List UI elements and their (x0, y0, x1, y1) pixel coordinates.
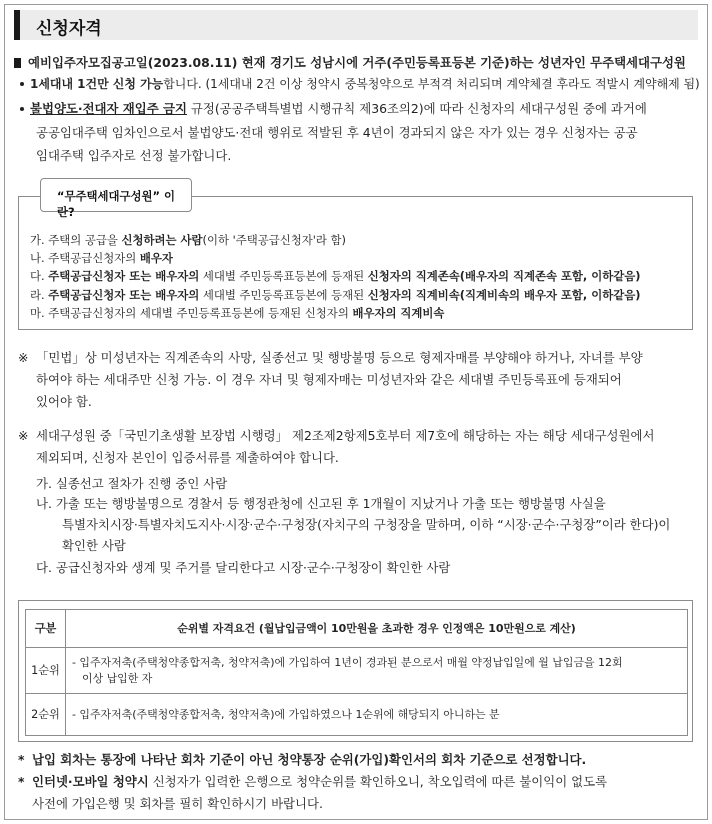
table-row (26, 648, 688, 694)
note-exclusion-line1: 세대구성원 중「국민기초생활 보장법 시행령」 제2조제2항제5호부터 제7호에 해당하는 자는 해당 세대구성원에서 (36, 428, 655, 443)
bullet-resale-ban-line1: 불법양도·전대자 재입주 금지 규정(공공주택특별법 시행규칙 제36조의2)에 따라 신청자의 세대구성원 중에 과거에 (30, 101, 647, 116)
bullet-resale-ban-line3: 임대주택 입주자로 선정 불가합니다. (36, 148, 232, 163)
note-mark: ※ (18, 350, 29, 365)
square-bullet-icon (14, 58, 21, 68)
footnote-mark: * (18, 774, 25, 789)
bullet-resale-ban-line2: 공공임대주택 임차인으로서 불법양도·전대 행위로 적발된 후 4년이 경과되지 않은 자가 있는 경우 신청자는 공공 (36, 125, 638, 140)
exclusion-item: 가. 실종선고 절차가 진행 중인 사람 (36, 476, 228, 491)
ranking-table (25, 609, 688, 736)
section-title-bar (14, 10, 698, 40)
note-minor-line2: 하여야 하는 세대주만 신청 가능. 이 경우 자녀 및 형제자매는 미성년자와 같은 세대별 주민등록표에 등재되어 (36, 372, 622, 387)
rank-cell: 2순위 (26, 694, 66, 736)
footnote-mark: * (18, 752, 25, 767)
exclusion-item: 다. 공급신청자와 생계 및 주거를 달리한다고 시장·군수·구청장이 확인한 사람 (36, 560, 451, 575)
definition-item: 나. 주택공급신청자의 배우자 (30, 251, 173, 265)
section-title: 신청자격 (36, 19, 102, 39)
table-header-row (26, 610, 688, 648)
note-exclusion-line2: 제외되며, 신청자 본인이 입증서류를 제출하여야 합니다. (36, 450, 339, 465)
definition-item: 다. 주택공급신청자 또는 배우자의 세대별 주민등록표등본에 등재된 신청자의 직계존속(배우자의 직계존속 포함, 이하같음) (30, 269, 641, 283)
table-header-requirements: 순위별 자격요건 (월납입금액이 10만원을 초과한 경우 인정액은 10만원으로 계산) (66, 610, 688, 648)
exclusion-item-cont: 특별자치시장·특별자치도지사·시장·군수·구청장(자치구의 구청장을 말하며, 이하 “시장·군수·구청장”이라 한다)이 (62, 517, 671, 532)
note-minor-line1: 「민법」상 미성년자는 직계존속의 사망, 실종선고 및 행방불명 등으로 형제자매를 부양해야 하거나, 자녀를 부양 (36, 350, 643, 365)
note-minor-line3: 있어야 함. (36, 394, 92, 409)
ranking-table-frame (18, 600, 693, 742)
exclusion-item: 나. 가출 또는 행방불명으로 경찰서 등 행정관청에 신고된 후 1개월이 지났거나 가출 또는 행방불명 사실을 (36, 496, 606, 511)
definition-item: 라. 주택공급신청자 또는 배우자의 세대별 주민등록표등본에 등재된 신청자의 직계비속(직계비속의 배우자 포함, 이하같음) (30, 288, 641, 302)
footnote-online-line2: 사전에 가입은행 및 회차를 필히 확인하시기 바랍니다. (32, 796, 323, 811)
table-header-category: 구분 (26, 610, 66, 648)
table-row (26, 694, 688, 736)
footnote-online-line1: 인터넷·모바일 청약시 신청자가 입력한 은행으로 청약순위를 확인하오니, 착오입력에 따른 불이익이 없도록 (32, 774, 608, 789)
footnote-installments: 납입 회차는 통장에 나타난 회차 기준이 아닌 청약통장 순위(가입)확인서의 회차 기준으로 선정합니다. (32, 752, 587, 767)
note-mark: ※ (18, 428, 29, 443)
definition-item: 마. 주택공급신청자의 세대별 주민등록표등본에 등재된 신청자의 배우자의 직계비속 (30, 306, 445, 320)
bullet-dot-icon (20, 107, 24, 111)
rank-cell: 1순위 (26, 648, 66, 694)
bullet-dot-icon (20, 82, 24, 86)
exclusion-item-cont: 확인한 사람 (62, 538, 126, 553)
intro-text: 예비입주자모집공고일(2023.08.11) 현재 경기도 성남시에 거주(주민등록표등본 기준)하는 성년자인 무주택세대구성원 (28, 55, 686, 70)
requirement-cell: - 입주자저축(주택청약종합저축, 청약저축)에 가입하였으나 1순위에 해당되지 아니하는 분 (66, 694, 688, 736)
bullet-single-application: 1세대내 1건만 신청 가능합니다. (1세대내 2건 이상 청약시 중복청약으로 부적격 처리되며 계약체결 후라도 적발시 계약해제 됨) (30, 77, 700, 91)
definition-label: “무주택세대구성원” 이란? (40, 178, 192, 212)
definition-item: 가. 주택의 공급을 신청하려는 사람(이하 '주택공급신청자'라 함) (30, 233, 346, 247)
requirement-cell: - 입주자저축(주택청약종합저축, 청약저축)에 가입하여 1년이 경과된 분으로서 매월 약정납입일에 월 납입금을 12회 이상 납입한 자 (66, 648, 688, 694)
